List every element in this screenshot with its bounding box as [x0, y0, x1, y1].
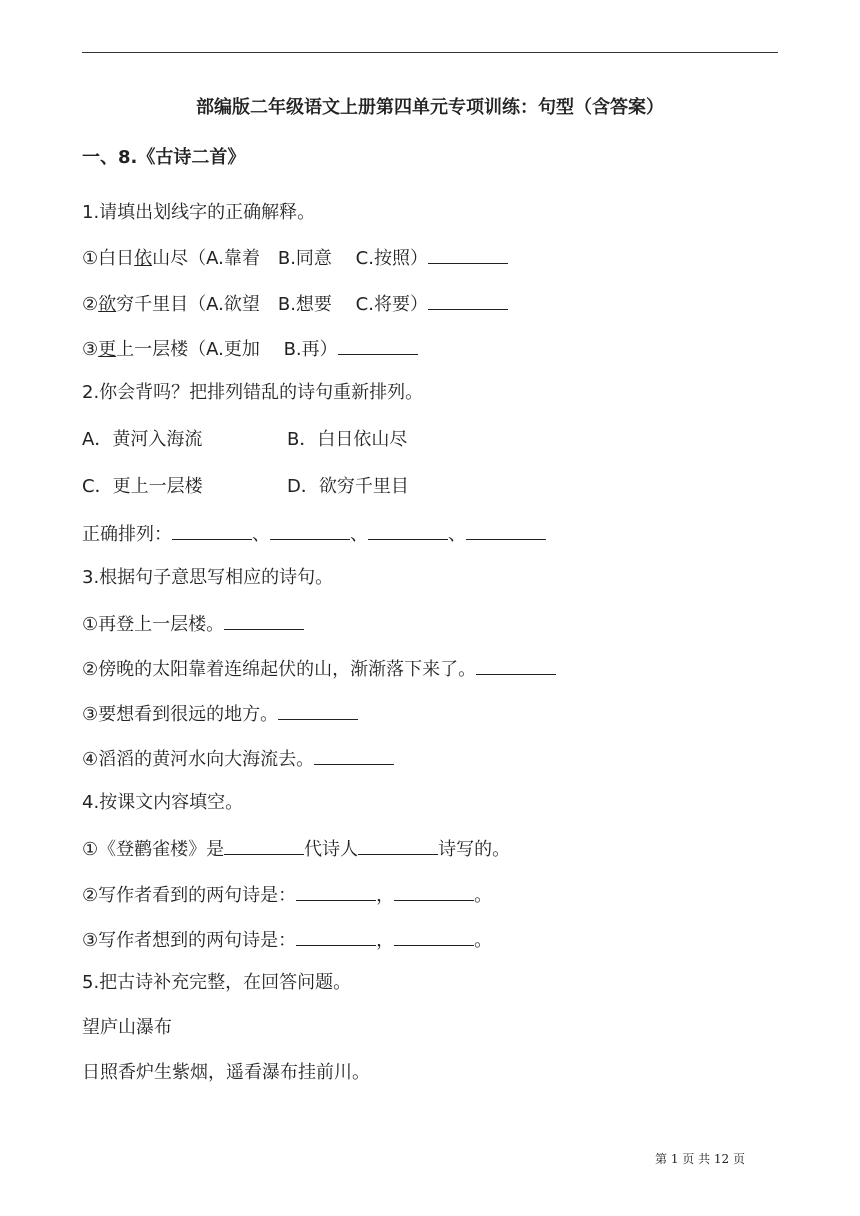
answer-blank[interactable]	[476, 656, 556, 675]
answer-blank[interactable]	[270, 521, 350, 540]
q2-answer-line: 正确排列： 、 、 、	[82, 521, 546, 547]
q1-item-b: ②欲穷千里目（A.欲望 B.想要 C.将要）	[82, 291, 508, 317]
q2-option-a: A．黄河入海流	[82, 429, 203, 450]
answer-blank[interactable]	[428, 291, 508, 310]
q3-item-d: ④滔滔的黄河水向大海流去。	[82, 746, 394, 772]
q5-stem: 5.把古诗补充完整，在回答问题。	[82, 972, 352, 993]
answer-blank[interactable]	[394, 882, 474, 901]
answer-blank[interactable]	[296, 882, 376, 901]
q2-option-c: C．更上一层楼	[82, 476, 203, 497]
header-rule	[82, 52, 778, 53]
q1-item-a: ①白日依山尽（A.靠着 B.同意 C.按照）	[82, 245, 508, 271]
answer-blank[interactable]	[428, 245, 508, 264]
q4-item-a: ①《登鹳雀楼》是 代诗人 诗写的。	[82, 836, 510, 862]
answer-blank[interactable]	[338, 336, 418, 355]
answer-blank[interactable]	[278, 701, 358, 720]
q4-item-c: ③写作者想到的两句诗是： ， 。	[82, 927, 492, 953]
q2-option-d: D．欲穷千里目	[287, 476, 409, 497]
q2-option-b: B．白日依山尽	[287, 429, 408, 450]
q3-stem: 3.根据句子意思写相应的诗句。	[82, 567, 334, 588]
q3-item-c: ③要想看到很远的地方。	[82, 701, 358, 727]
document-title: 部编版二年级语文上册第四单元专项训练：句型（含答案）	[196, 97, 664, 118]
answer-blank[interactable]	[314, 746, 394, 765]
section-heading: 一、8.《古诗二首》	[82, 147, 246, 168]
answer-blank[interactable]	[368, 521, 448, 540]
q3-item-b: ②傍晚的太阳靠着连绵起伏的山，渐渐落下来了。	[82, 656, 556, 682]
answer-blank[interactable]	[172, 521, 252, 540]
answer-blank[interactable]	[224, 611, 304, 630]
q4-item-b: ②写作者看到的两句诗是： ， 。	[82, 882, 492, 908]
answer-blank[interactable]	[224, 836, 304, 855]
answer-blank[interactable]	[394, 927, 474, 946]
answer-blank[interactable]	[296, 927, 376, 946]
answer-blank[interactable]	[358, 836, 438, 855]
page-footer: 第 1 页 共 12 页	[655, 1152, 745, 1166]
q2-stem: 2.你会背吗？把排列错乱的诗句重新排列。	[82, 382, 424, 403]
answer-blank[interactable]	[466, 521, 546, 540]
q4-stem: 4.按课文内容填空。	[82, 792, 244, 813]
q1-stem: 1.请填出划线字的正确解释。	[82, 202, 316, 223]
poem-title: 望庐山瀑布	[82, 1017, 172, 1038]
q3-item-a: ①再登上一层楼。	[82, 611, 304, 637]
q1-item-c: ③更上一层楼（A.更加 B.再）	[82, 336, 418, 362]
poem-line: 日照香炉生紫烟，遥看瀑布挂前川。	[82, 1062, 370, 1083]
